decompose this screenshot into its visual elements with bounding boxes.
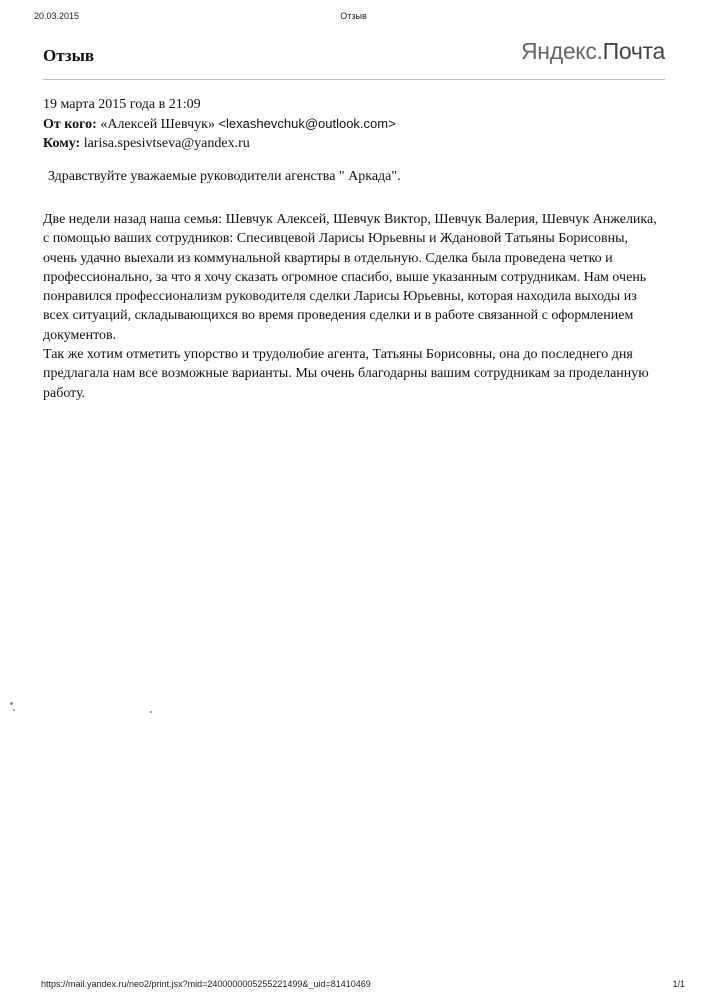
page-number: 1/1 — [672, 979, 685, 989]
email-meta — [43, 95, 396, 153]
email-date: 19 марта 2015 года в 21:09 — [43, 97, 201, 112]
header-divider — [43, 79, 665, 80]
from-row — [43, 114, 396, 134]
email-greeting: Здравствуйте уважаемые руководители агенства " Аркада". — [48, 169, 401, 184]
from-email: <lexashevchuk@outlook.com> — [218, 116, 396, 131]
logo-separator: . — [596, 38, 603, 64]
print-url: https://mail.yandex.ru/neo2/print.jsx?mid=2400000005255221499&_uid=81410469 — [41, 979, 371, 989]
to-email: larisa.spesivtseva@yandex.ru — [83, 136, 250, 151]
logo-service: Почта — [602, 38, 665, 64]
scan-speck — [10, 702, 13, 705]
scan-speck — [150, 711, 152, 713]
print-date: 20.03.2015 — [34, 11, 80, 21]
from-label: От кого: — [43, 117, 97, 132]
body-paragraph: Так же хотим отметить упорство и трудолюбие агента, Татьяны Борисовны, она до последнего дня предлагала нам все возможные варианты. Мы очень благодарны вашим сотрудникам за проделанную работу. — [43, 347, 649, 401]
to-label: Кому: — [43, 136, 81, 151]
body-paragraph: Две недели назад наша семья: Шевчук Алексей, Шевчук Виктор, Шевчук Валерия, Шевчук Анжелика, с помощью ваших сотрудников: Спесивцевой Ларисы Юрьевны и Ждановой Татьяны Борисовны, очень удачно выехали из коммунальной квартиры в отдельную. Сделка была проведена четко и профессионально, за что я хочу сказать огромное спасибо, выше указанным сотрудникам. Нам очень понравился профессионализм руководителя сделки Ларисы Юрьевны, которая находила выходы из всех ситуаций, складывающихся во время проведения сделки и в работе связанной с оформлением документов. — [43, 212, 657, 343]
yandex-mail-logo — [521, 38, 665, 65]
print-title: Отзыв — [340, 11, 367, 21]
email-subject: Отзыв — [43, 46, 95, 65]
email-body — [43, 210, 665, 403]
from-name: «Алексей Шевчук» — [100, 117, 215, 132]
logo-brand: Яндекс — [520, 38, 597, 64]
scan-speck — [13, 709, 15, 711]
to-row — [43, 134, 396, 153]
